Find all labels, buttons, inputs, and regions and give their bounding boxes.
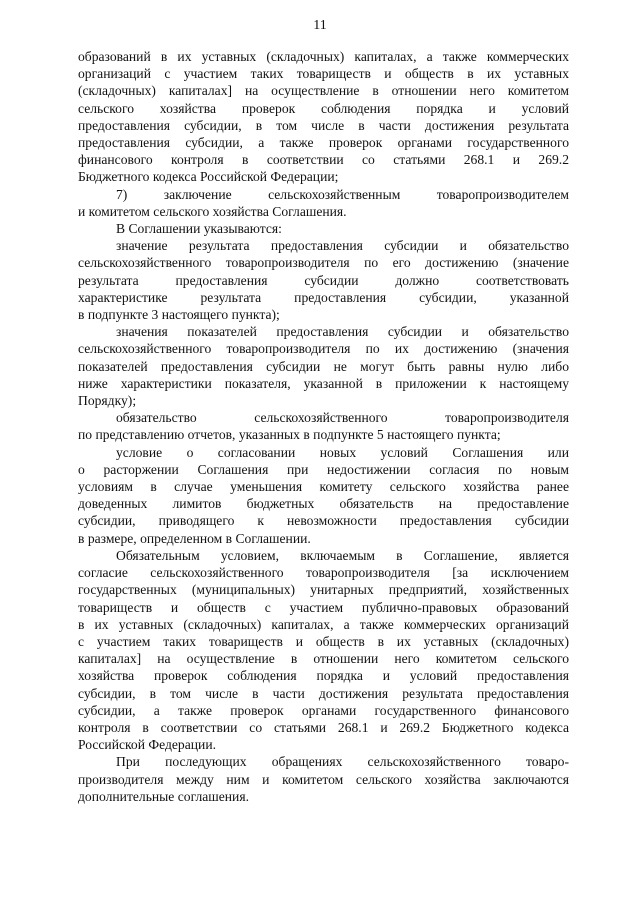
text-line: обязательство сельскохозяйственного товаропроизводителя xyxy=(116,410,569,426)
text-line: финансового контроля в соответствии со статьями 268.1 и 269.2 xyxy=(78,152,569,168)
text-line: предоставления субсидии, а также проверок органами государственного xyxy=(78,135,569,151)
text-line: сельского хозяйства проверок соблюдения порядка и условий xyxy=(78,100,569,116)
text-line: сельскохозяйственного товаропроизводителя по их достижению (значения xyxy=(78,341,569,357)
text-line: 7) заключение сельскохозяйственным товаропроизводителем xyxy=(116,186,569,202)
text-line: При последующих обращениях сельскохозяйственного товаро- xyxy=(116,754,569,770)
text-line: товариществ и обществ с участием публично-правовых образований xyxy=(78,599,569,615)
text-line: и комитетом сельского хозяйства Соглашения. xyxy=(78,203,347,219)
text-line: производителя между ним и комитетом сельского хозяйства заключаются xyxy=(78,771,569,787)
text-line: субсидии, приводящего к невозможности предоставления субсидии xyxy=(78,513,569,529)
text-line: Бюджетного кодекса Российской Федерации; xyxy=(78,169,339,185)
text-line: согласие сельскохозяйственного товаропроизводителя [за исключением xyxy=(78,565,569,581)
text-line: в их уставных (складочных) капиталах, а также коммерческих организаций xyxy=(78,616,569,632)
text-line: хозяйства проверок соблюдения порядка и условий предоставления xyxy=(78,668,569,684)
text-line: предоставления субсидии, в том числе в части достижения результата xyxy=(78,117,569,133)
text-line: значение результата предоставления субсидии и обязательство xyxy=(116,238,569,254)
text-line: (складочных) капиталах] на осуществление в отношении него комитетом xyxy=(78,83,569,99)
text-line: характеристике результата предоставления субсидии, указанной xyxy=(78,289,569,305)
text-line: ниже характеристики показателя, указанной в приложении к настоящему xyxy=(78,375,569,391)
text-line: дополнительные соглашения. xyxy=(78,788,249,804)
text-line: государственных (муниципальных) унитарных предприятий, хозяйственных xyxy=(78,582,569,598)
text-line: о расторжении Соглашения при недостижении согласия по новым xyxy=(78,461,569,477)
text-line: значения показателей предоставления субсидии и обязательство xyxy=(116,324,569,340)
text-line: субсидии, а также проверок органами государственного финансового xyxy=(78,702,569,718)
text-line: Российской Федерации. xyxy=(78,737,216,753)
text-line: с участием таких товариществ и обществ в их уставных (складочных) xyxy=(78,633,569,649)
text-line: Порядку); xyxy=(78,393,137,409)
text-line: капиталах] на осуществление в отношении него комитетом сельского xyxy=(78,651,569,667)
text-line: в подпункте 3 настоящего пункта); xyxy=(78,307,280,323)
text-line: результата предоставления субсидии должно соответствовать xyxy=(78,272,569,288)
text-line: контроля в соответствии со статьями 268.1 и 269.2 Бюджетного кодекса xyxy=(78,719,569,735)
text-line: субсидии, в том числе в части достижения результата предоставления xyxy=(78,685,569,701)
text-line: образований в их уставных (складочных) капиталах, а также коммерческих xyxy=(78,49,569,64)
page-number: 11 xyxy=(313,18,327,33)
text-line: организаций с участием таких товариществ и обществ в их уставных xyxy=(78,66,569,82)
text-line: сельскохозяйственного товаропроизводителя по его достижению (значение xyxy=(78,255,569,271)
text-line: в размере, определенном в Соглашении. xyxy=(78,530,311,546)
document-body xyxy=(78,48,569,805)
text-line: условиям в случае уменьшения комитету сельского хозяйства ранее xyxy=(78,479,569,495)
text-line: доведенных лимитов бюджетных обязательств на предоставление xyxy=(78,496,569,512)
text-line: условие о согласовании новых условий Соглашения или xyxy=(116,444,569,460)
text-line: по представлению отчетов, указанных в подпункте 5 настоящего пункта; xyxy=(78,427,501,443)
text-line: Обязательным условием, включаемым в Соглашение, является xyxy=(116,547,569,563)
text-line: В Соглашении указываются: xyxy=(116,221,282,237)
text-line: показателей предоставления субсидии не могут быть равны нулю либо xyxy=(78,358,569,374)
